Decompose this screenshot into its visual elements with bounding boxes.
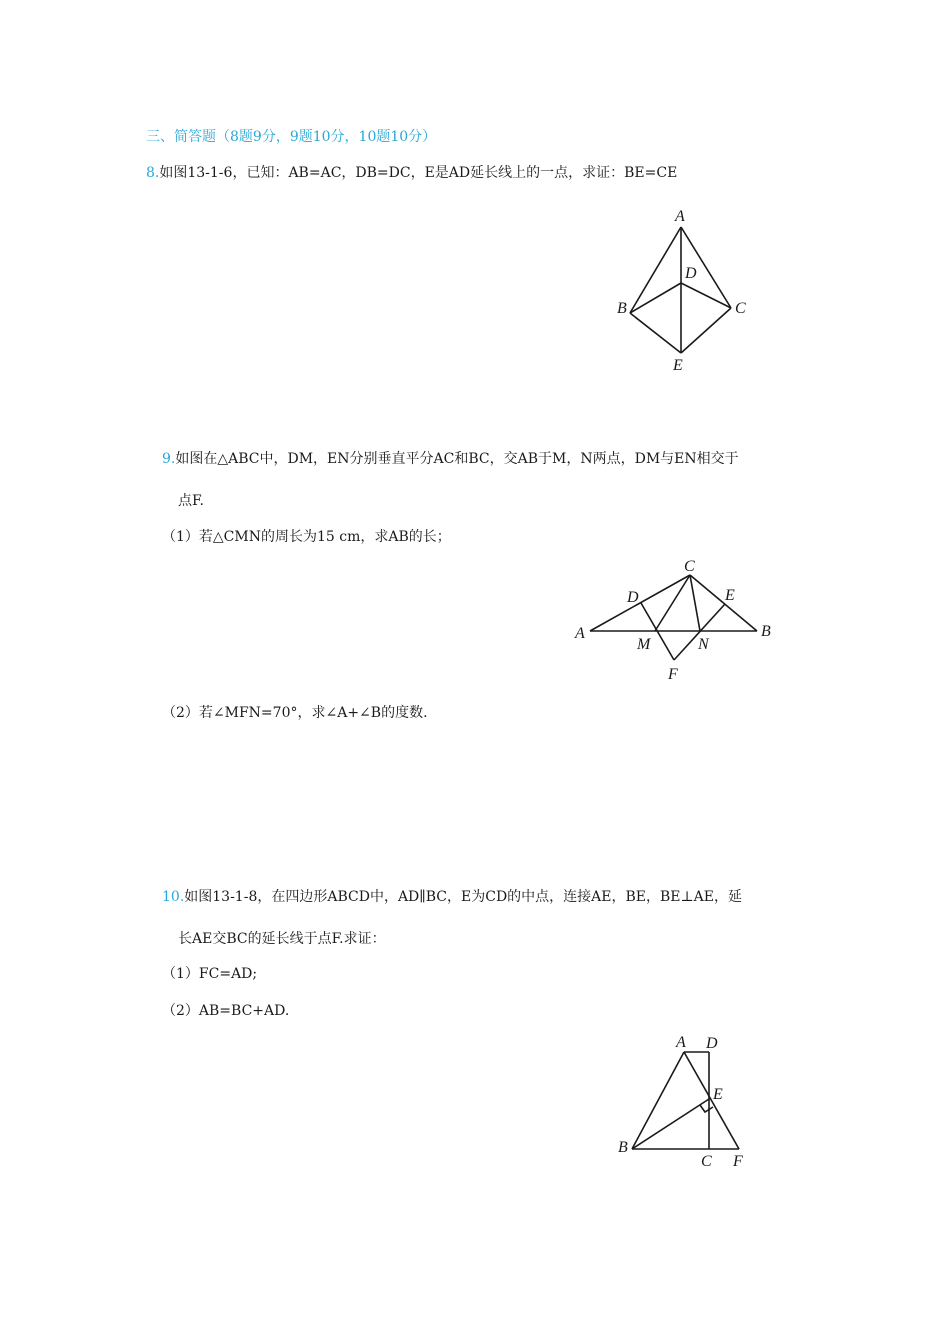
point-label-d: D <box>706 1035 718 1052</box>
point-label-d: D <box>685 265 697 282</box>
question-8-number: 8. <box>146 165 160 181</box>
question-10-text-line2: 长AE交BC的延长线于点F.求证： <box>178 931 386 947</box>
right-angle-mark <box>700 1105 713 1112</box>
segment-ab <box>632 1052 684 1149</box>
question-9-text-line1: 如图在△ABC中，DM，EN分别垂直平分AC和BC，交AB于M，N两点，DM与EN相交于 <box>175 451 739 467</box>
segment-be <box>632 1099 709 1149</box>
question-9-part-2: （2）若∠MFN=70°，求∠A+∠B的度数. <box>162 705 428 721</box>
point-label-c: C <box>701 1153 712 1170</box>
point-label-a: A <box>575 625 585 642</box>
segment-af <box>684 1052 739 1149</box>
point-label-f: F <box>668 666 678 683</box>
question-8-text: 如图13-1-6，已知：AB=AC，DB=DC，E是AD延长线上的一点，求证：BE=CE <box>159 165 678 181</box>
figure-13-1-8-lines <box>632 1052 739 1149</box>
point-label-m: M <box>637 636 651 653</box>
question-9-number: 9. <box>162 451 176 467</box>
point-label-d: D <box>627 589 639 606</box>
question-9-part-1: （1）若△CMN的周长为15 cm，求AB的长； <box>162 529 451 545</box>
question-10-part-2: （2）AB=BC+AD. <box>162 1003 290 1019</box>
question-10-text-line1: 如图13-1-8，在四边形ABCD中，AD∥BC，E为CD的中点，连接AE，BE，BE⊥AE，延 <box>184 889 743 905</box>
question-9-text-line2: 点F. <box>178 493 204 509</box>
point-label-b: B <box>618 1139 628 1156</box>
point-label-n: N <box>698 636 709 653</box>
point-label-f: F <box>733 1153 743 1170</box>
point-label-e: E <box>713 1086 723 1103</box>
point-label-b: B <box>617 300 627 317</box>
question-10-part-1: （1）FC=AD; <box>162 966 258 982</box>
point-label-e: E <box>725 587 735 604</box>
question-10-number: 10. <box>162 889 185 905</box>
section-heading: 三、简答题（8题9分，9题10分，10题10分） <box>146 129 437 145</box>
point-label-e: E <box>673 357 683 374</box>
point-label-b: B <box>761 623 771 640</box>
point-label-c: C <box>735 300 746 317</box>
point-label-a: A <box>676 1034 686 1051</box>
point-label-c: C <box>684 558 695 575</box>
point-label-a: A <box>675 208 685 225</box>
